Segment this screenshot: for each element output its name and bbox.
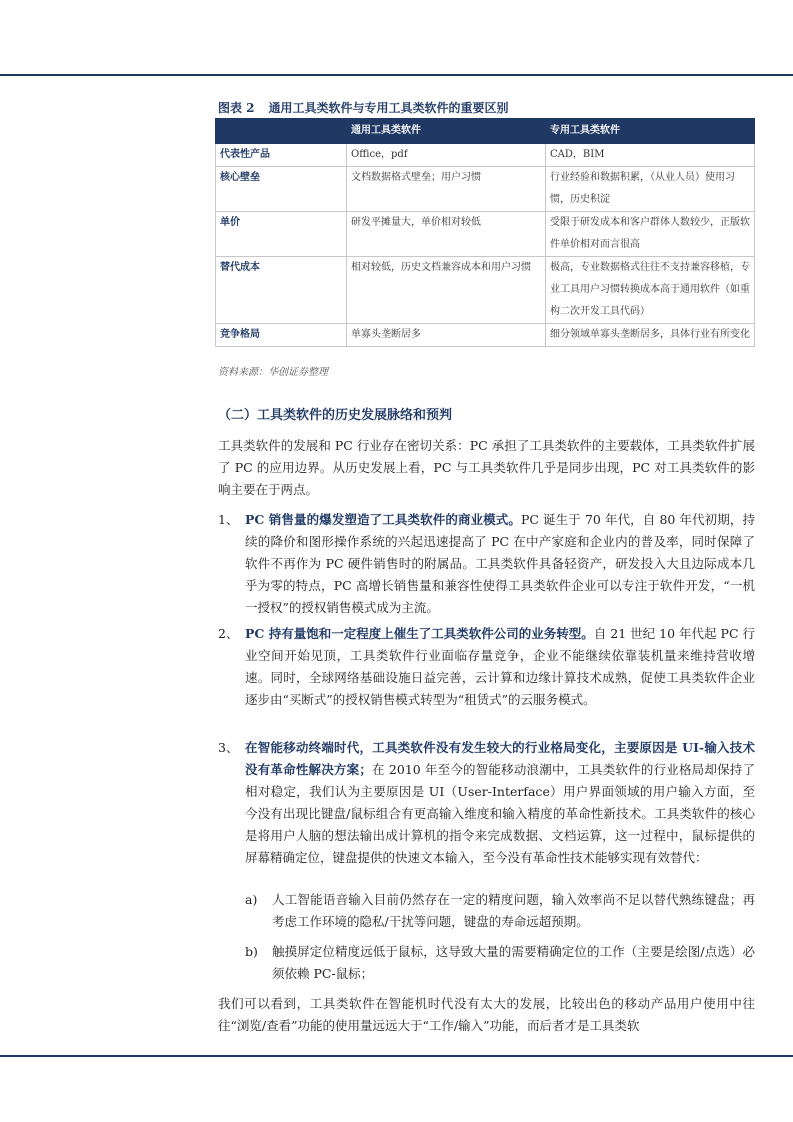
table-header-row [216, 119, 755, 144]
item-lead: PC 销售量的爆发塑造了工具类软件的商业模式。 [245, 512, 521, 527]
intro-paragraph: 工具类软件的发展和 PC 行业存在密切关系：PC 承担了工具类软件的主要载体，工具类软件扩展了 PC 的应用边界。从历史发展上看，PC 与工具类软件几乎是同步出现，PC 对工具类软件的影响主要在于两点。 [218, 438, 755, 497]
sub-list-item [245, 941, 755, 985]
list-item [218, 737, 755, 869]
table-row [216, 257, 755, 324]
table-cell: CAD，BIM [546, 144, 755, 167]
table-header-cell: 专用工具类软件 [546, 119, 755, 144]
table-cell: 行业经验和数据积累，（从业人员）使用习惯，历史积淀 [546, 167, 755, 212]
row-label: 竞争格局 [216, 324, 347, 347]
row-label: 单价 [216, 212, 347, 257]
table-header-cell [216, 119, 347, 144]
row-label: 核心壁垒 [216, 167, 347, 212]
table-row [216, 212, 755, 257]
row-label: 代表性产品 [216, 144, 347, 167]
footer-rule [0, 1055, 793, 1057]
figure-title-text: 通用工具类软件与专用工具类软件的重要区别 [268, 101, 509, 115]
table-cell: 极高，专业数据格式往往不支持兼容移植，专业工具用户习惯转换成本高于通用软件（如重构二次开发工具代码） [546, 257, 755, 324]
table-cell: 文档数据格式壁垒；用户习惯 [347, 167, 546, 212]
sub-list-marker: a) [245, 892, 258, 907]
table-cell: 单寡头垄断居多 [347, 324, 546, 347]
section-heading: （二）工具类软件的历史发展脉络和预判 [218, 408, 453, 423]
table-row [216, 167, 755, 212]
list-item [218, 623, 755, 711]
item-text: PC 诞生于 70 年代，自 80 年代初期，持续的降价和图形操作系统的兴起迅速提高了 PC 在中产家庭和企业内的普及率，同时保障了软件不再作为 PC 硬件销售时的附属品。工具类软件具备轻资产，研发投入大且边际成本几乎为零的特点，PC 高增长销售量和兼容性使得工具类软件企业可以专注于软件开发，“一机一授权”的授权销售模式成为主流。 [245, 512, 756, 615]
table-header-cell: 通用工具类软件 [347, 119, 546, 144]
item-text: 自 21 世纪 10 年代起 PC 行业空间开始见顶，工具类软件行业面临存量竞争，企业不能继续依靠装机量来维持营收增速。同时，全球网络基础设施日益完善，云计算和边缘计算技术成熟，促使工具类软件企业逐步由“买断式”的授权销售模式转型为“租赁式”的云服务模式。 [245, 626, 755, 707]
list-marker: 3、 [218, 740, 239, 755]
figure-label: 图表 2 [218, 101, 255, 115]
row-label: 替代成本 [216, 257, 347, 324]
table-row [216, 144, 755, 167]
sub-item-text: 触摸屏定位精度远低于鼠标，这导致大量的需要精确定位的工作（主要是绘图/点选）必须依赖 PC-鼠标； [272, 944, 755, 981]
figure-title [218, 99, 509, 116]
sub-item-text: 人工智能语音输入目前仍然存在一定的精度问题，输入效率尚不足以替代熟练键盘；再考虑工作环境的隐私/干扰等问题，键盘的寿命远超预期。 [272, 892, 755, 929]
closing-paragraph: 我们可以看到，工具类软件在智能机时代没有太大的发展，比较出色的移动产品用户使用中往往“浏览/查看”功能的使用量远远大于“工作/输入”功能，而后者才是工具类软 [218, 996, 755, 1033]
list-marker: 1、 [218, 512, 239, 527]
table-cell: Office，pdf [347, 144, 546, 167]
list-marker: 2、 [218, 626, 239, 641]
sub-list-item [245, 889, 755, 933]
table-cell: 受限于研发成本和客户群体人数较少，正版软件单价相对而言很高 [546, 212, 755, 257]
item-lead: PC 持有量饱和一定程度上催生了工具类软件公司的业务转型。 [245, 626, 594, 641]
item-text: 在 2010 年至今的智能移动浪潮中，工具类软件的行业格局却保持了相对稳定，我们认为主要原因是 UI（User-Interface）用户界面领域的用户输入方面，至今没有出现比键盘/鼠标组合有更高输入维度和输入精度的革命性新技术。工具类软件的核心是将用户人脑的想法输出成计算机的指令来完成数据、文档运算，这一过程中，鼠标提供的屏幕精确定位，键盘提供的快速文本输入，至今没有革命性技术能够实现有效替代： [245, 762, 755, 865]
table-cell: 细分领域单寡头垄断居多，具体行业有所变化 [546, 324, 755, 347]
sub-list-marker: b) [245, 944, 258, 959]
table-cell: 相对较低，历史文档兼容成本和用户习惯 [347, 257, 546, 324]
comparison-table [215, 118, 755, 347]
header-rule [0, 74, 793, 76]
list-item [218, 509, 755, 619]
source-note: 资料来源：华创证券整理 [218, 367, 328, 378]
table-cell: 研发平摊量大，单价相对较低 [347, 212, 546, 257]
table-row [216, 324, 755, 347]
item-lead: 在智能移动终端时代，工具类软件没有发生较大的行业格局变化，主要原因是 UI-输入技术没有革命性解决方案； [245, 740, 755, 777]
